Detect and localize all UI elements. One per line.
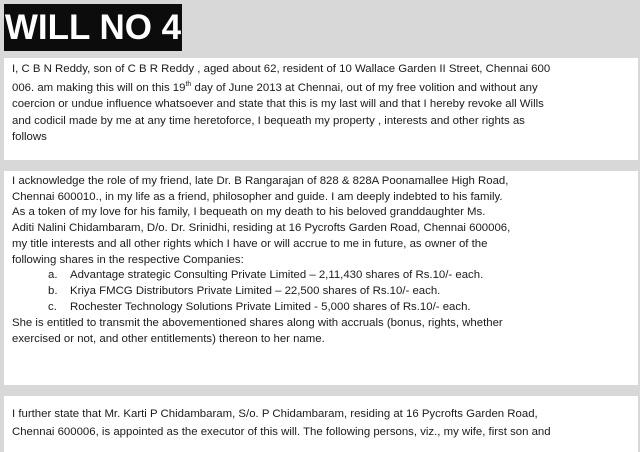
text-line: I acknowledge the role of my friend, late Dr. B Rangarajan of 828 & 828A Poonamallee High Road, (12, 175, 509, 187)
text-line: Chennai 600006, is appointed as the executor of this will. The following persons, viz., my wife, first son and (12, 425, 551, 438)
text-line: She is entitled to transmit the abovementioned shares along with accruals (bonus, rights, whether (12, 316, 503, 329)
list-item-text: Kriya FMCG Distributors Private Limited – 22,500 shares of Rs.10/- each. (70, 285, 441, 298)
share-list-item (12, 284, 630, 300)
text-line: follows (12, 130, 47, 143)
text-line: I further state that Mr. Karti P Chidambaram, S/o. P Chidambaram, residing at 16 Pycrofts Garden Road, (12, 408, 538, 420)
text-line: and codicil made by me at any time heretoforce, I bequeath my property , interests and other rights as (12, 114, 525, 127)
text-line: I, C B N Reddy, son of C B R Reddy , aged about 62, resident of 10 Wallace Garden II Street, Chennai 600 (12, 63, 551, 75)
list-item-text: Advantage strategic Consulting Private Limited – 2,11,430 shares of Rs.10/- each. (70, 269, 484, 282)
text-line: As a token of my love for his family, I bequeath on my death to his beloved granddaughter Ms. (12, 206, 486, 219)
text-line: coercion or undue influence whatsoever and state that this is my last will and that I hereby revoke all Wills (12, 98, 544, 111)
text-fragment: 006. am making this will on this 19 (12, 82, 186, 95)
list-marker: b. (48, 285, 58, 298)
text-line: following shares in the respective Companies: (12, 253, 244, 266)
list-marker: c. (48, 301, 57, 314)
list-item-text: Rochester Technology Solutions Private Limited - 5,000 shares of Rs.10/- each. (70, 301, 471, 314)
share-list-item (12, 300, 630, 316)
text-line: exercised or not, and other entitlements) thereon to her name. (12, 332, 325, 345)
ordinal-suffix: th (185, 81, 192, 89)
paragraph-executor (4, 396, 638, 452)
text-line: my title interests and all other rights which I have or will accrue to me in future, as owner of the (12, 237, 488, 250)
share-list-item (12, 268, 630, 284)
text-line: Aditi Nalini Chidambaram, D/o. Dr. Srinidhi, residing at 16 Pycrofts Garden Road, Chennai 600006, (12, 222, 511, 235)
will-number-heading: WILL NO 4 (4, 4, 182, 51)
text-line: Chennai 600010., in my life as a friend, philosopher and guide. I am deeply indebted to his family. (12, 190, 503, 203)
paragraph-bequest (4, 171, 638, 385)
list-marker: a. (48, 269, 58, 282)
text-line (12, 77, 628, 96)
paragraph-declaration (4, 58, 638, 160)
text-fragment: day of June 2013 at Chennai, out of my free volition and without any (191, 82, 538, 95)
